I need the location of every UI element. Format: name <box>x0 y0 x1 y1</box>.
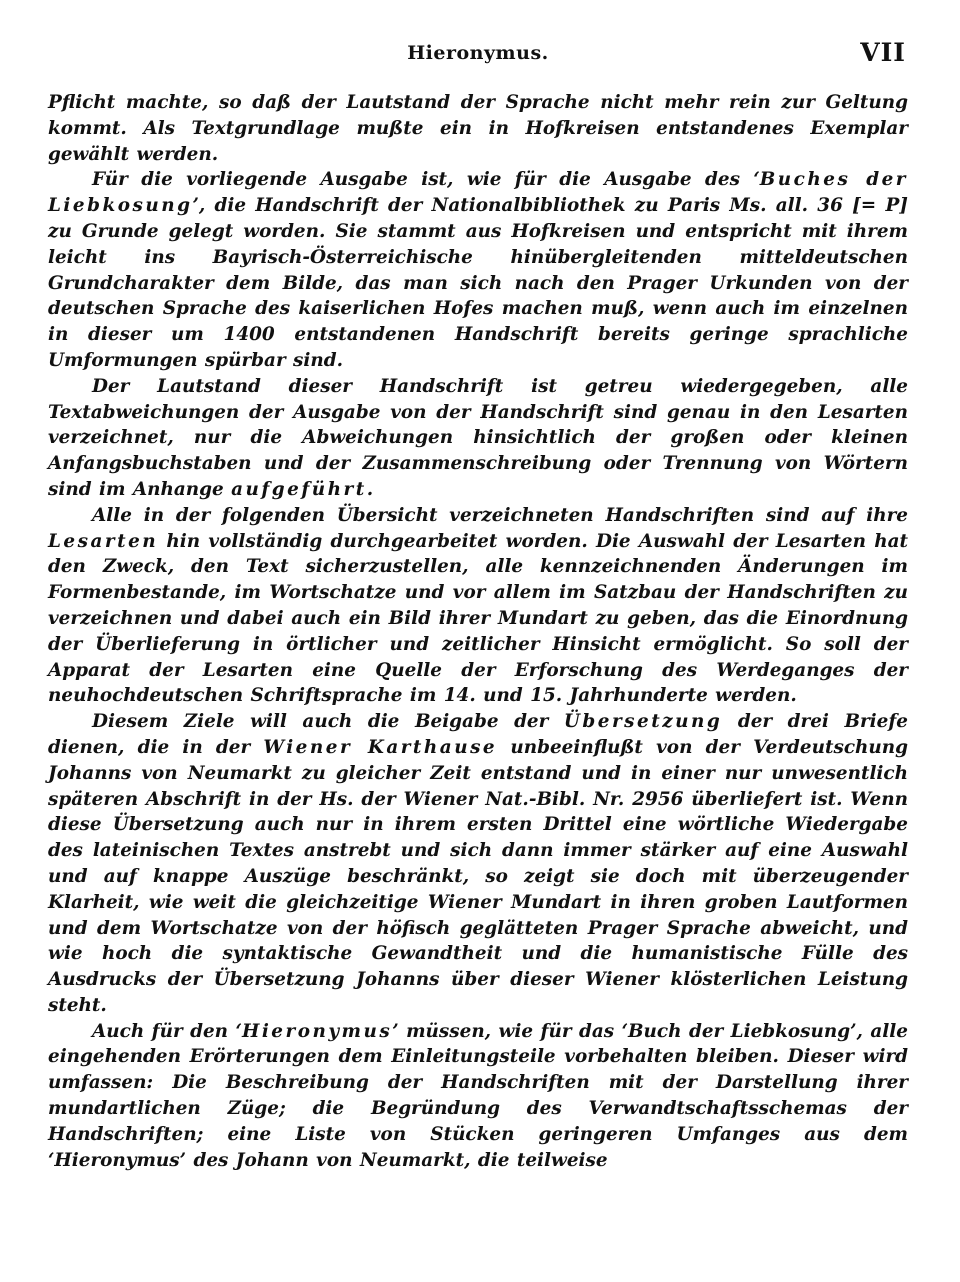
book-page <box>48 36 908 1256</box>
paragraph <box>48 167 908 373</box>
spaced-emphasis: Wiener Karthause <box>263 736 498 758</box>
spaced-emphasis: Übersetzung <box>563 711 723 733</box>
paragraph <box>48 1019 908 1174</box>
text-segment: Alle in der folgenden Übersicht verzeichneten Handschriften sind auf ihre <box>92 504 908 526</box>
text-segment: ’ müssen, wie für das ‘Buch der Liebkosung’, alle eingehenden Erörterungen dem Einleitungsteile vorbehalten bleiben. Dieser wird umfassen: Die Beschreibung der Handschriften mit der Darstellung ihrer mundartlichen Züge; die Begründung des Verwandtschaftsschemas der Handschriften; eine Liste von Stücken geringeren Umfanges aus dem ‘Hieronymus’ des Johann von Neumarkt, die teilweise <box>48 1020 908 1171</box>
text-segment: hin vollständig durchgearbeitet worden. Die Auswahl der Lesarten hat den Zweck, den Text sicherzustellen, alle kennzeichnenden Änderungen im Formenbestande, im Wortschatze und vor allem im Satzbau der Handschriften zu verzeichnen und dabei auch ein Bild ihrer Mundart zu geben, das die Einordnung der Überlieferung in örtlicher und zeitlicher Hinsicht ermöglicht. So soll der Apparat der Lesarten eine Quelle der Erforschung des Werdeganges der neuhochdeutschen Schriftsprache im 14. und 15. Jahrhunderte werden. <box>48 530 908 707</box>
body-text <box>48 90 908 1173</box>
page-number: VII <box>860 38 906 67</box>
running-title: Hieronymus. <box>407 42 549 64</box>
text-segment: Für die vorliegende Ausgabe ist, wie für die Ausgabe des ‘ <box>92 169 760 191</box>
spaced-emphasis: aufgeführt <box>231 478 367 500</box>
text-segment: Diesem Ziele will auch die Beigabe der <box>92 711 564 733</box>
text-segment: Pflicht machte, so daß der Lautstand der Sprache nicht mehr rein zur Geltung kommt. Als Textgrundlage mußte ein in Hofkreisen entstandenes Exemplar gewählt werden. <box>48 92 908 165</box>
text-segment: Auch für den ‘ <box>92 1020 242 1042</box>
paragraph <box>48 503 908 709</box>
text-segment: ’, die Handschrift der Nationalbibliothek zu Paris Ms. all. 36 [= P] zu Grunde gelegt worden. Sie stammt aus Hofkreisen und entspricht mit ihrem leicht ins Bayrisch-Österreichische hinübergleitenden mitteldeutschen Grundcharakter dem Bilde, das man sich nach den Prager Urkunden von der deutschen Sprache des kaiserlichen Hofes machen muß, wenn auch im einzelnen in dieser um 1400 entstandenen Handschrift bereits geringe sprachliche Umformungen spürbar sind. <box>48 195 908 371</box>
spaced-emphasis: Buches der Liebkosung <box>48 169 908 217</box>
paragraph <box>48 90 908 167</box>
paragraph <box>48 374 908 503</box>
paragraph <box>48 709 908 1019</box>
page-header <box>48 36 908 76</box>
spaced-emphasis: Hieronymus <box>241 1020 393 1042</box>
text-segment: . <box>366 478 374 500</box>
text-segment: unbeeinflußt von der Verdeutschung Johanns von Neumarkt zu gleicher Zeit entstand und in einer nur unwesentlich späteren Abschrift in der Hs. der Wiener Nat.-Bibl. Nr. 2956 überliefert ist. Wenn diese Übersetzung auch nur in ihrem ersten Drittel eine wörtliche Wiedergabe des lateinischen Textes anstrebt und sich dann immer stärker auf eine Auswahl und auf knappe Auszüge beschränkt, so zeigt sie doch mit überzeugender Klarheit, wie weit die gleichzeitige Wiener Mundart in ihren groben Lautformen und dem Wortschatze von der höfisch geglätteten Prager Sprache abweicht, und wie hoch die syntaktische Gewandtheit und die humanistische Fülle des Ausdrucks der Übersetzung Johanns über dieser Wiener klösterlichen Leistung steht. <box>48 736 909 1016</box>
text-segment: Der Lautstand dieser Handschrift ist getreu wiedergegeben, alle Textabweichungen der Ausgabe von der Handschrift sind genau in den Lesarten verzeichnet, nur die Abweichungen hinsichtlich der großen oder kleinen Anfangsbuchstaben und der Zusammenschreibung oder Trennung von Wörtern sind im Anhange <box>48 375 908 500</box>
spaced-emphasis: Lesarten <box>48 530 159 552</box>
text-segment: der drei Briefe dienen, die in der <box>48 711 908 758</box>
